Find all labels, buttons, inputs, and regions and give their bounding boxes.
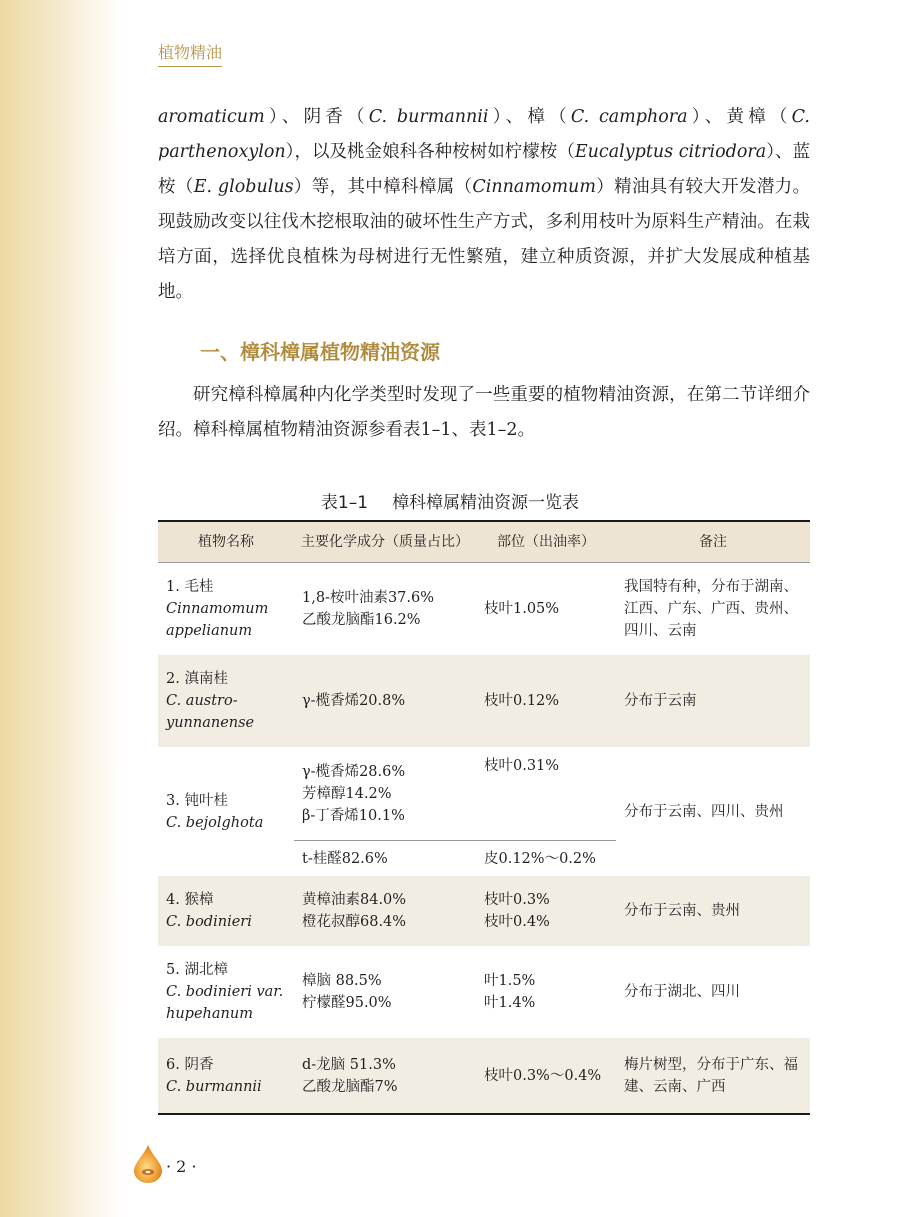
part-cell: 枝叶0.3% 枝叶0.4% [476, 876, 616, 946]
scientific-name: C. parthenoxylon [158, 107, 810, 162]
text-run: ）、樟（ [488, 107, 571, 127]
col-header-part: 部位（出油率） [476, 521, 616, 563]
running-header: 植物精油 [158, 40, 222, 67]
table-caption-title: 樟科樟属精油资源一览表 [392, 493, 580, 513]
chem-cell: γ-榄香烯28.6% 芳樟醇14.2% β-丁香烯10.1% [302, 763, 406, 824]
part-cell: 枝叶1.05% [484, 601, 560, 617]
table-row [158, 876, 810, 946]
note-cell: 分布于云南、贵州 [616, 876, 810, 946]
section-heading: 一、樟科樟属植物精油资源 [200, 340, 440, 364]
part-cell: 枝叶0.12% [476, 655, 616, 747]
note-cell: 梅片树型，分布于广东、福建、云南、广西 [616, 1038, 810, 1114]
section-paragraph: 研究樟科樟属种内化学类型时发现了一些重要的植物精油资源，在第二节详细介绍。樟科樟属植物精油资源参看表1–1、表1–2。 [158, 385, 810, 440]
chem-cell: 樟脑 88.5% 柠檬醛95.0% [302, 973, 392, 1011]
col-header-note: 备注 [616, 521, 810, 563]
plant-name-cell: 1. 毛桂 Cinnamomum appelianum [166, 579, 269, 639]
part-cell: 枝叶0.31% [484, 758, 560, 774]
table-caption [0, 488, 900, 513]
scientific-name: E. globulus [193, 177, 294, 197]
note-cell: 分布于云南、四川、贵州 [624, 803, 784, 820]
plant-name-cell: 4. 猴樟 C. bodinieri [158, 876, 294, 946]
intro-paragraph [158, 100, 810, 310]
table-row [158, 747, 810, 841]
text-run: ）、蓝桉（ [158, 142, 811, 197]
page-number: · 2 · [166, 1157, 197, 1176]
text-run: ）精油具有较大开发潜力。现鼓励改变以往伐木挖根取油的破坏性生产方式，多利用枝叶为原料生产精油。在栽培方面，选择优良植株为母树进行无性繁殖，建立种质资源，并扩大发展成种植基地。 [158, 177, 811, 302]
part-cell: 叶1.5% 叶1.4% [484, 973, 536, 1011]
chem-cell: t-桂醛82.6% [294, 841, 476, 877]
scientific-name: aromaticum [158, 107, 265, 127]
scientific-name: C. burmannii [368, 107, 489, 127]
table-row [158, 946, 810, 1038]
text-run: ）、阴香（ [264, 107, 369, 127]
plant-name-cell: 2. 滇南桂 C. austro- yunnanense [158, 655, 294, 747]
page-edge-gradient [0, 0, 125, 1217]
table-row [158, 1038, 810, 1114]
text-run: ），以及桃金娘科各种桉树如柠檬桉（ [285, 142, 575, 162]
chem-cell: 黄樟油素84.0% 橙花叔醇68.4% [294, 876, 476, 946]
resource-table [158, 520, 810, 1115]
part-cell: 皮0.12%～0.2% [476, 841, 616, 877]
table-header-row [158, 521, 810, 563]
chem-cell: γ-榄香烯20.8% [294, 655, 476, 747]
part-cell: 枝叶0.3%～0.4% [476, 1038, 616, 1114]
note-cell: 我国特有种，分布于湖南、江西、广东、广西、贵州、四川、云南 [624, 579, 798, 639]
table-row [158, 655, 810, 747]
col-header-chem: 主要化学成分（质量占比） [294, 521, 476, 563]
scientific-name: Cinnamomum [472, 177, 596, 197]
table-caption-number: 表1–1 [320, 493, 369, 513]
plant-name-cell: 3. 钝叶桂 C. bejolghota [166, 792, 264, 831]
scientific-name: C. camphora [570, 107, 688, 127]
note-cell: 分布于云南 [616, 655, 810, 747]
chem-cell: 1,8-桉叶油素37.6% 乙酸龙脑酯16.2% [302, 590, 435, 628]
text-run: ）等，其中樟科樟属（ [293, 177, 473, 197]
scientific-name: Eucalyptus citriodora [574, 142, 767, 162]
chem-cell: d-龙脑 51.3% 乙酸龙脑酯7% [294, 1038, 476, 1114]
text-run: ）、黄樟（ [687, 107, 792, 127]
oil-drop-icon [128, 1143, 168, 1183]
note-cell: 分布于湖北、四川 [624, 984, 740, 1000]
col-header-name: 植物名称 [158, 521, 294, 563]
plant-name-cell: 5. 湖北樟 C. bodinieri var. hupehanum [166, 962, 284, 1022]
plant-name-cell: 6. 阴香 C. burmannii [158, 1038, 294, 1114]
table-row [158, 563, 810, 656]
